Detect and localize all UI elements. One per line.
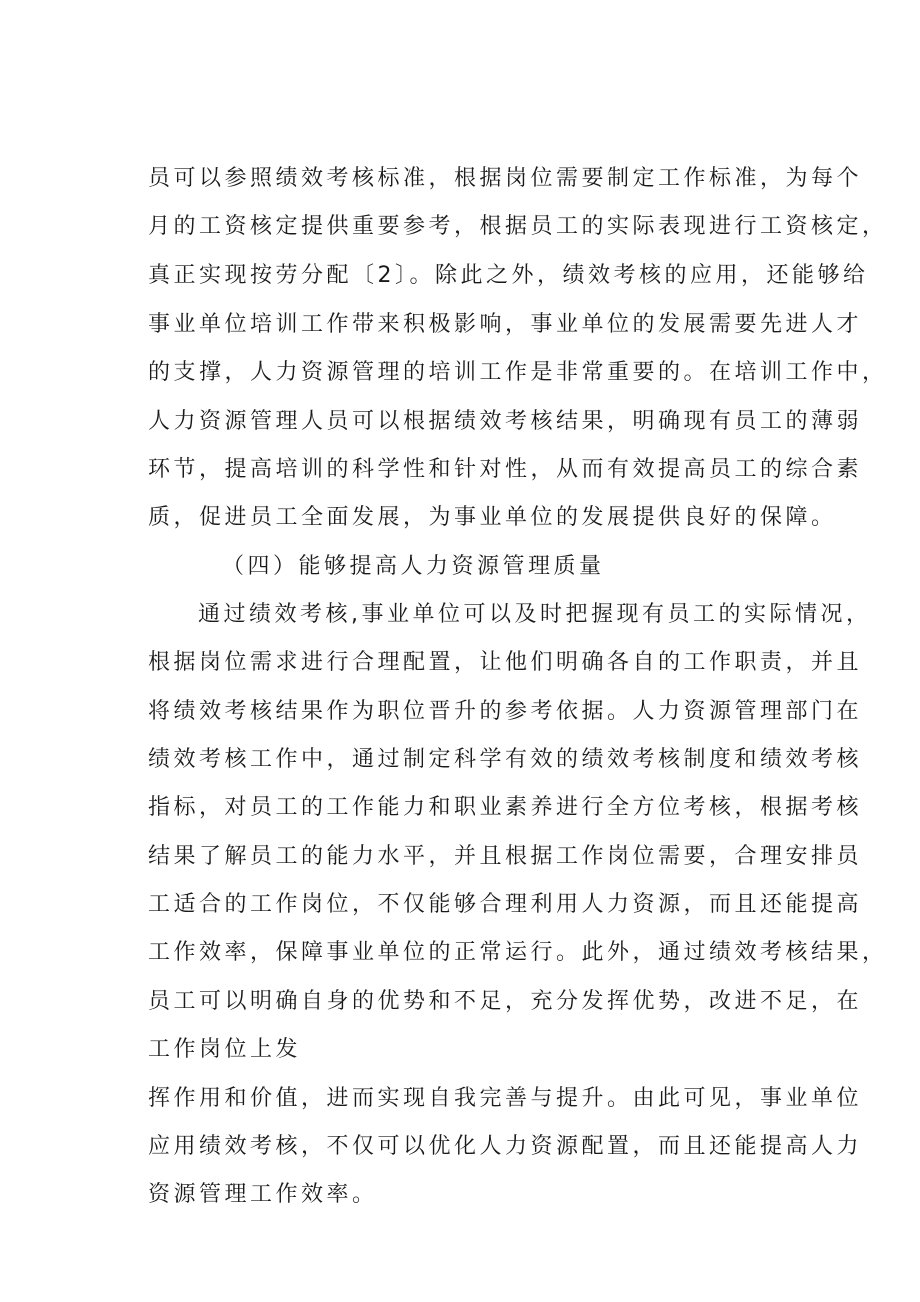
text-line: 月的工资核定提供重要参考，根据员工的实际表现进行工资核定， [148,214,888,239]
text-line: 结果了解员工的能力水平，并且根据工作岗位需要，合理安排员 [148,844,863,869]
text-line: 应用绩效考核，不仅可以优化人力资源配置，而且还能提高人力 [148,1134,863,1159]
text-line: 绩效考核工作中，通过制定科学有效的绩效考核制度和绩效考核 [148,747,863,772]
text-line: 资源管理工作效率。 [148,1182,378,1207]
text-line: 质，促进员工全面发展，为事业单位的发展提供良好的保障。 [148,505,837,530]
section-heading: （四）能够提高人力资源管理质量 [222,554,605,579]
text-line: 的支撑，人力资源管理的培训工作是非常重要的。在培训工作中， [148,360,888,385]
text-line: 事业单位培训工作带来积极影响，事业单位的发展需要先进人才 [148,312,863,337]
text-line: 人力资源管理人员可以根据绩效考核结果，明确现有员工的薄弱 [148,409,863,434]
text-line: 根据岗位需求进行合理配置，让他们明确各自的工作职责，并且 [148,650,863,675]
text-line: 员工可以明确自身的优势和不足，充分发挥优势，改进不足，在 [148,989,863,1014]
text-line: 环节，提高培训的科学性和针对性，从而有效提高员工的综合素 [148,457,863,482]
text-line: 指标，对员工的工作能力和职业素养进行全方位考核，根据考核 [148,795,863,820]
text-line: 通过绩效考核,事业单位可以及时把握现有员工的实际情况， [198,602,872,627]
text-line: 工作岗位上发 [148,1037,302,1062]
text-line: 工适合的工作岗位，不仅能够合理利用人力资源，而且还能提高 [148,892,863,917]
text-line: 工作效率，保障事业单位的正常运行。此外，通过绩效考核结果， [148,940,888,965]
text-line: 将绩效考核结果作为职位晋升的参考依据。人力资源管理部门在 [148,699,863,724]
text-line: 员可以参照绩效考核标准，根据岗位需要制定工作标准，为每个 [148,166,863,191]
text-line: 挥作用和价值，进而实现自我完善与提升。由此可见，事业单位 [148,1086,863,1111]
text-line: 真正实现按劳分配〔2〕。除此之外，绩效考核的应用，还能够给 [148,263,869,288]
